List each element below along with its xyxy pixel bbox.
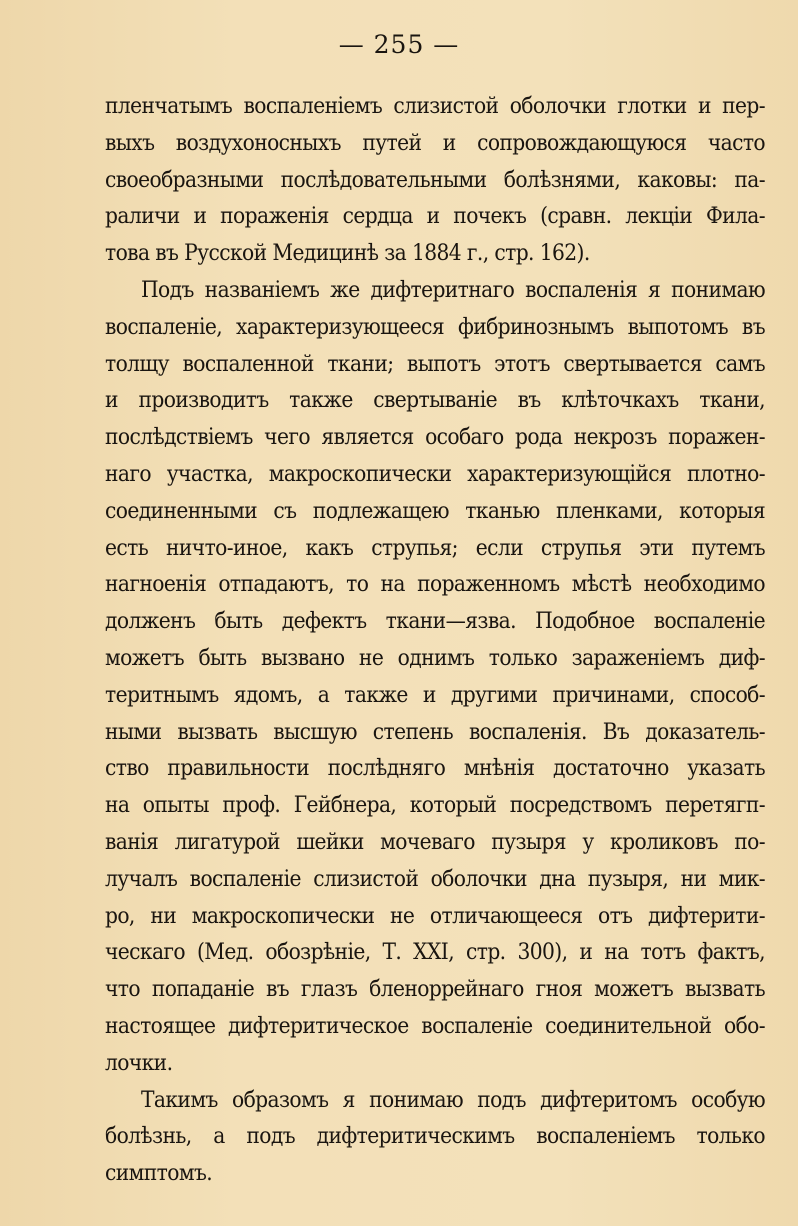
text-line: Подъ названіемъ же дифтеритнаго воспаленія я понимаю (141, 276, 765, 303)
text-line: настоящее дифтеритическое воспаленіе соединительной обо- (105, 1012, 765, 1039)
text-line: долженъ быть дефектъ ткани—язва. Подобное воспаленіе (105, 608, 765, 635)
text-line: симптомъ. (105, 1160, 213, 1187)
body-text (105, 88, 765, 1192)
text-line: своеобразными послѣдовательными болѣзнями, каковы: па- (105, 166, 765, 193)
text-line: соединенными съ подлежащею тканью пленками, которыя (105, 497, 765, 524)
text-line: на опыты проф. Гейбнера, который посредствомъ перетягп- (105, 792, 765, 819)
paragraph (105, 272, 765, 1082)
text-line: това въ Русской Медицинѣ за 1884 г., стр. 162). (105, 240, 590, 267)
text-line: ванія лигатурой шейки мочеваго пузыря у кроликовъ по- (105, 828, 765, 855)
text-line: толщу воспаленной ткани; выпотъ этотъ свертывается самъ (105, 350, 765, 377)
text-line: ро, ни макроскопически не отличающееся отъ дифтерити- (105, 902, 765, 929)
text-line: раличи и пораженія сердца и почекъ (сравн. лекціи Фила- (105, 203, 765, 230)
text-line: Такимъ образомъ я понимаю подъ дифтеритомъ особую (141, 1086, 765, 1113)
paragraph (105, 1082, 765, 1192)
paragraph (105, 88, 765, 272)
text-line: воспаленіе, характеризующееся фибринознымъ выпотомъ въ (105, 313, 765, 340)
text-line: ство правильности послѣдняго мнѣнія достаточно указать (105, 755, 765, 782)
page-number: — 255 — (338, 30, 460, 59)
text-line: лочки. (105, 1049, 173, 1076)
text-line: пленчатымъ воспаленіемъ слизистой оболочки глотки и пер- (105, 93, 765, 119)
text-line: послѣдствіемъ чего является особаго рода некрозъ поражен- (105, 424, 765, 451)
text-line: лучалъ воспаленіе слизистой оболочки дна пузыря, ни мик- (105, 865, 765, 892)
text-line: наго участка, макроскопически характеризующійся плотно- (105, 460, 765, 487)
text-line: теритнымъ ядомъ, а также и другими причинами, способ- (105, 681, 765, 708)
text-line: нагноенія отпадаютъ, то на пораженномъ мѣстѣ необходимо (105, 571, 765, 598)
text-line: что попаданіе въ глазъ бленоррейнаго гноя можетъ вызвать (105, 976, 765, 1003)
text-line: есть ничто-иное, какъ струпья; если струпья эти путемъ (105, 534, 765, 561)
text-line: ческаго (Мед. обозрѣніе, Т. XXI, стр. 300), и на тотъ фактъ, (105, 939, 765, 966)
text-line: можетъ быть вызвано не однимъ только зараженіемъ диф- (105, 644, 765, 671)
text-line: выхъ воздухоносныхъ путей и сопровождающуюся часто (105, 129, 765, 156)
text-line: ными вызвать высшую степень воспаленія. Въ доказатель- (105, 718, 765, 745)
text-line: и производитъ также свертываніе въ клѣточкахъ ткани, (105, 387, 765, 414)
text-line: болѣзнь, а подъ дифтеритическимъ воспаленіемъ только (105, 1123, 765, 1150)
